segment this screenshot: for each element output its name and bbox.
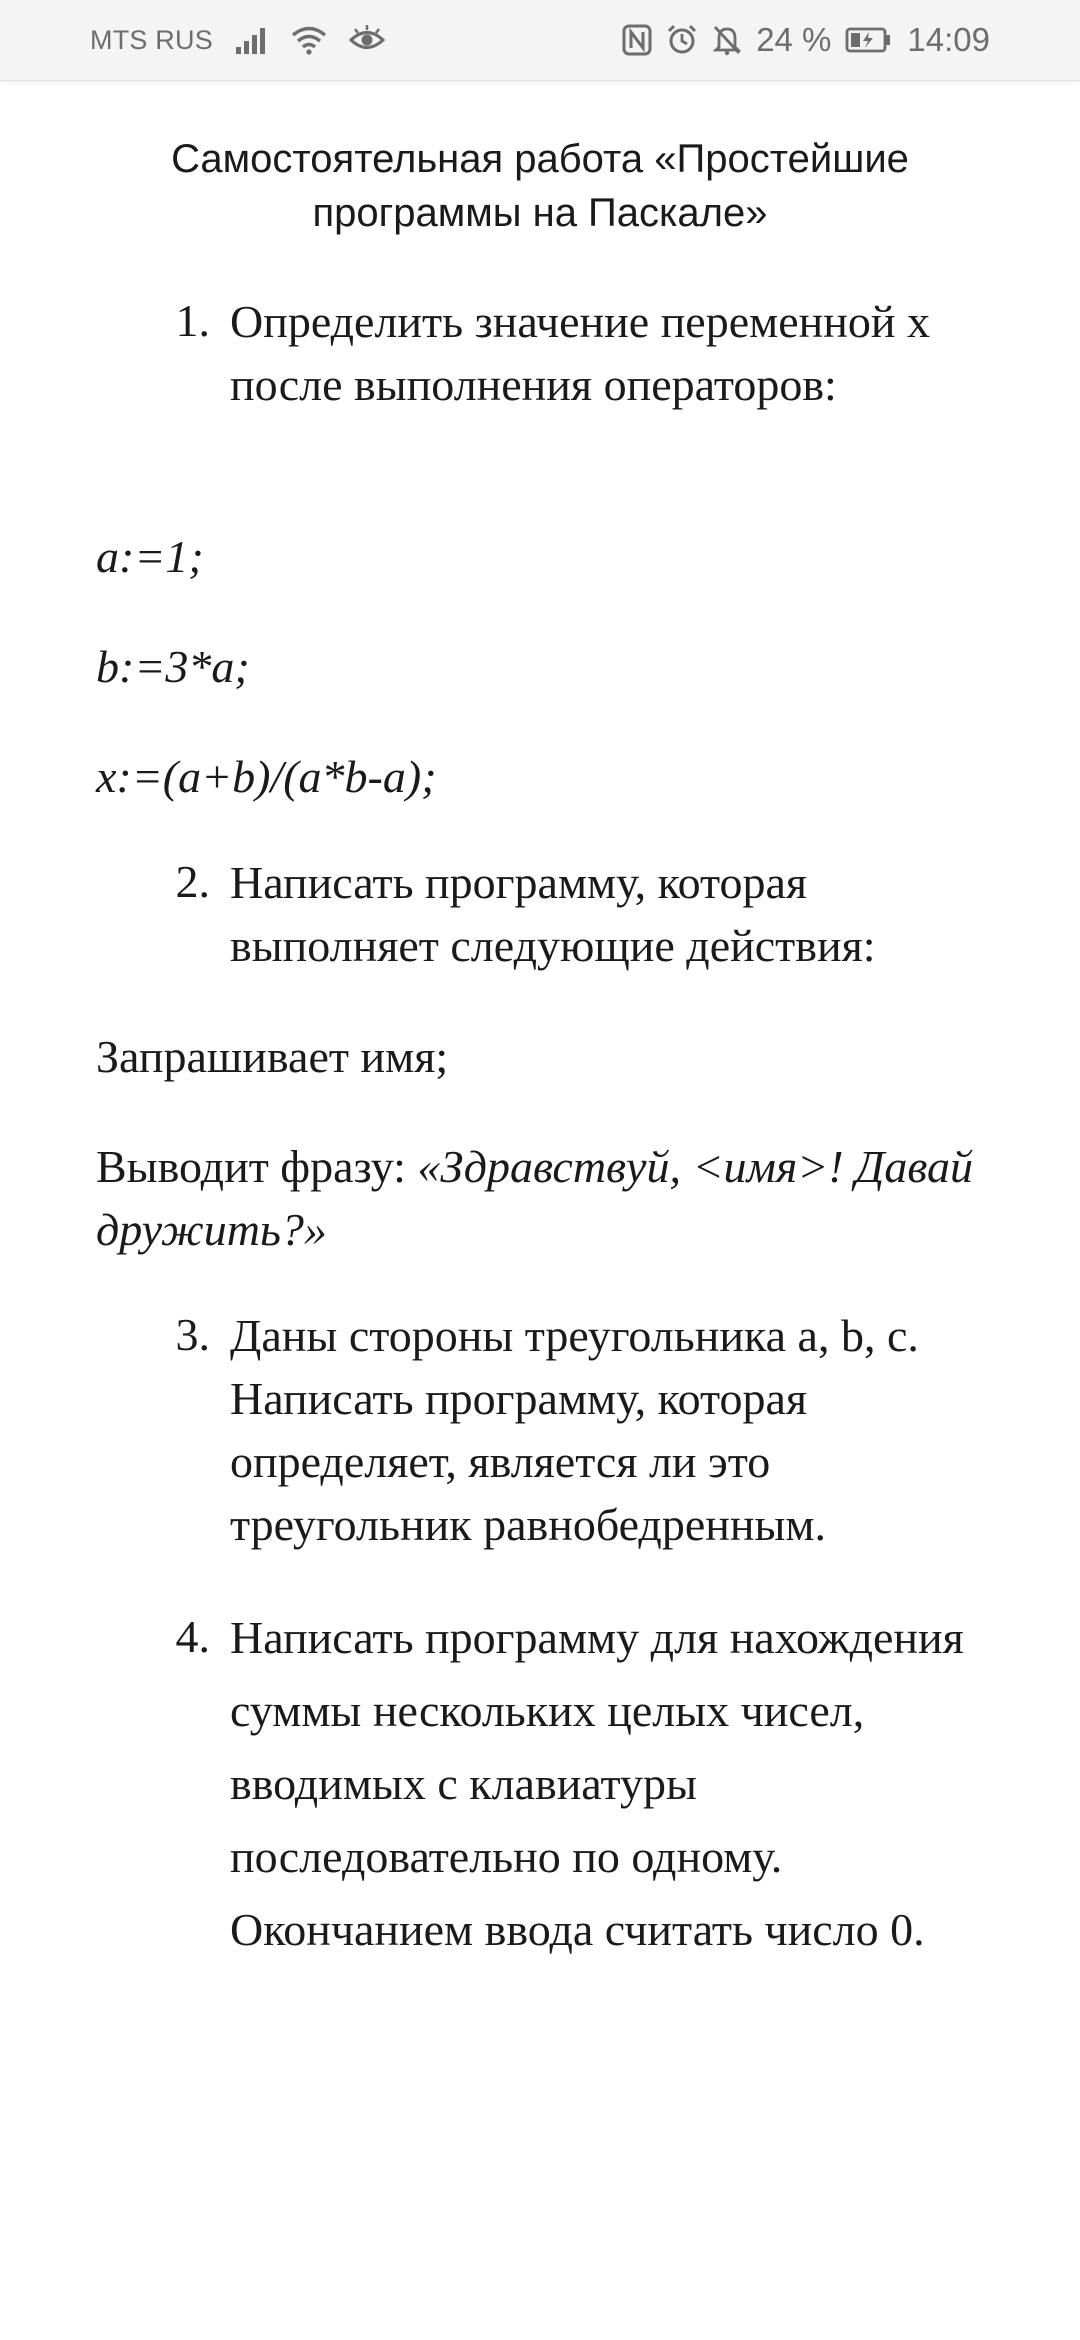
battery-charging-icon: [845, 26, 893, 54]
task-2-text: Написать программу, которая выполняет следующие действия:: [230, 857, 876, 971]
task-2-step-1: Запрашивает имя;: [96, 1031, 449, 1082]
code-line-2: b:=3*a;: [96, 641, 250, 692]
clock: 14:09: [907, 21, 990, 58]
alarm-icon: [666, 24, 698, 56]
mute-bell-icon: [712, 24, 742, 56]
signal-icon: [235, 25, 269, 55]
task-2-step-2-phrase: «Здравствуй, <имя>! Давай дружить?»: [96, 1141, 973, 1255]
page-title: Самостоятельная работа «Простейшие программы на Паскале»: [171, 137, 909, 235]
task-1-number: 1.: [175, 295, 210, 346]
task-2-number: 2.: [175, 856, 210, 907]
task-3-number: 3.: [175, 1309, 210, 1360]
code-line-3: x:=(a+b)/(a*b-a);: [96, 751, 437, 802]
task-3-text: Даны стороны треугольника a, b, c. Написать программу, которая определяет, является ли это треугольник равнобедренным.: [230, 1310, 919, 1550]
task-2-step-2: [96, 1135, 996, 1261]
eye-icon: [349, 25, 385, 55]
task-2-step-2-prefix: Выводит фразу:: [96, 1141, 418, 1192]
task-4-number: 4.: [175, 1611, 210, 1662]
task-1-text: Определить значение переменной x после выполнения операторов:: [230, 296, 931, 410]
code-line-1: a:=1;: [96, 531, 204, 582]
carrier-label: MTS RUS: [90, 24, 213, 55]
nfc-icon: [622, 24, 652, 56]
battery-percent: 24 %: [756, 21, 832, 58]
status-bar: [0, 0, 1080, 81]
task-4-text: Написать программу для нахождения суммы нескольких целых чисел, вводимых с клавиатуры последовательно по одному. Окончанием ввода считать число 0.: [230, 1612, 964, 1955]
wifi-icon: [291, 25, 327, 55]
